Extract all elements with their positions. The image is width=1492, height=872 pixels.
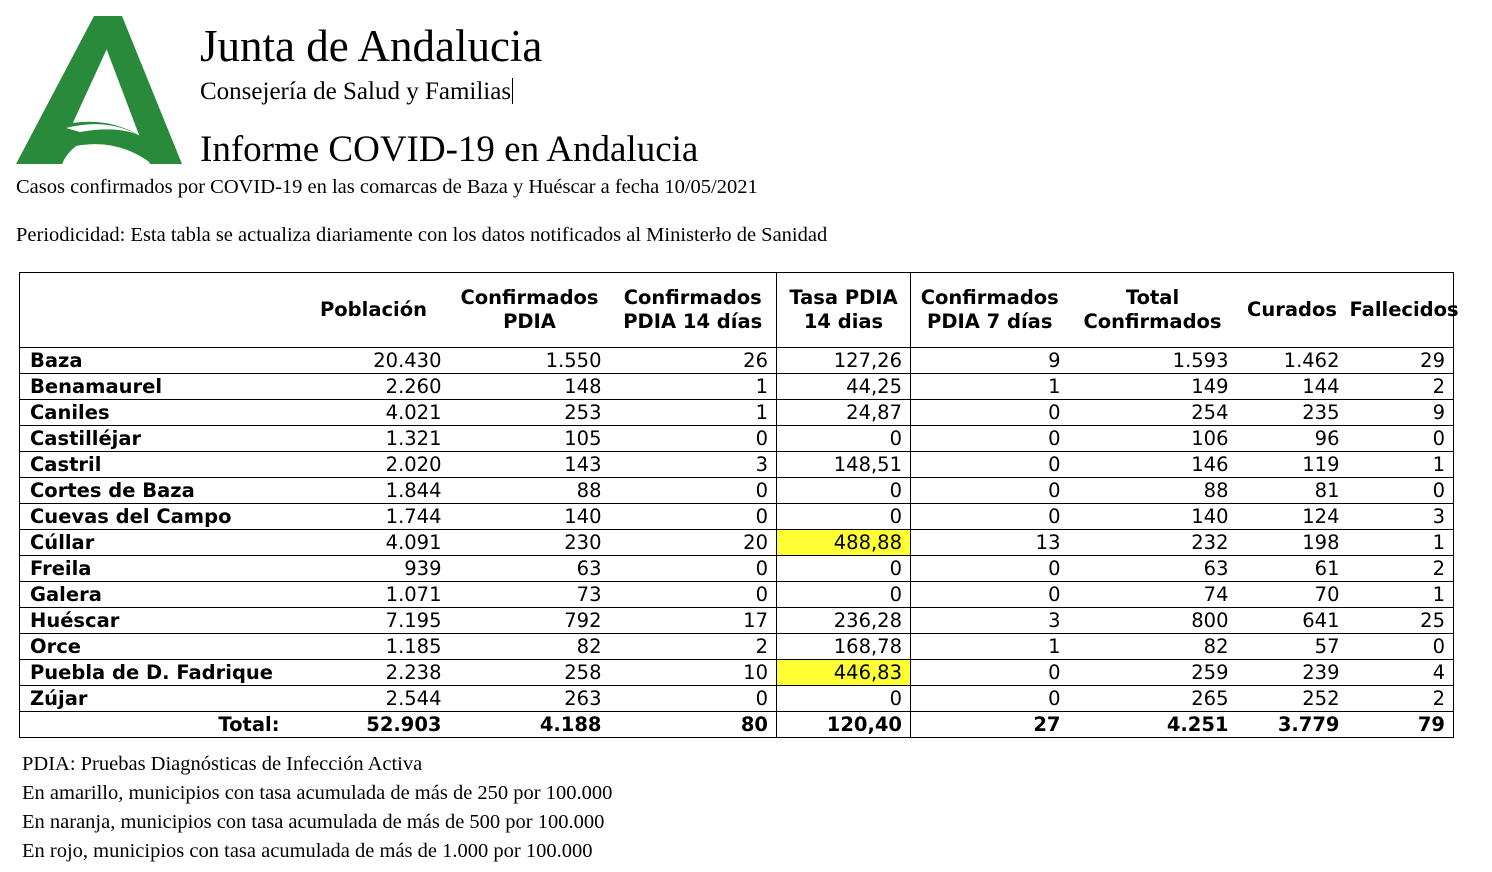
table-row (20, 686, 1454, 712)
header-poblacion: Población (298, 273, 450, 348)
cell-tasa: 0 (777, 556, 911, 582)
cell-conf_pdia: 88 (450, 478, 610, 504)
municipality-name: Baza (20, 348, 298, 374)
cell-total_conf: 149 (1069, 374, 1237, 400)
table-row (20, 556, 1454, 582)
cell-fallecidos: 0 (1348, 478, 1454, 504)
cell-fallecidos: 1 (1348, 530, 1454, 556)
cell-conf_pdia: 63 (450, 556, 610, 582)
cell-total_conf: 106 (1069, 426, 1237, 452)
total-cell: 3.779 (1237, 712, 1348, 738)
cell-conf_pdia_7: 0 (911, 478, 1069, 504)
cell-total_conf: 74 (1069, 582, 1237, 608)
table-row (20, 400, 1454, 426)
cell-fallecidos: 0 (1348, 634, 1454, 660)
cell-curados: 57 (1237, 634, 1348, 660)
cell-conf_pdia_7: 1 (911, 634, 1069, 660)
cell-fallecidos: 25 (1348, 608, 1454, 634)
cell-poblacion: 1.071 (298, 582, 450, 608)
municipality-name: Galera (20, 582, 298, 608)
cell-conf_pdia: 105 (450, 426, 610, 452)
cell-tasa: 0 (777, 504, 911, 530)
header-confirmados-pdia-7: Confirmados PDIA 7 días (911, 273, 1069, 348)
cell-conf_pdia_14: 1 (610, 400, 777, 426)
table-row (20, 608, 1454, 634)
cell-conf_pdia: 140 (450, 504, 610, 530)
footnote: En rojo, municipios con tasa acumulada de más de 1.000 por 100.000 (22, 840, 593, 862)
total-cell: 120,40 (777, 712, 911, 738)
table-row (20, 452, 1454, 478)
cell-fallecidos: 2 (1348, 686, 1454, 712)
table-row (20, 530, 1454, 556)
table-row (20, 634, 1454, 660)
cell-curados: 144 (1237, 374, 1348, 400)
cell-tasa: 446,83 (777, 660, 911, 686)
cell-fallecidos: 1 (1348, 582, 1454, 608)
org-title: Junta de Andalucia (200, 21, 543, 71)
cell-conf_pdia_14: 2 (610, 634, 777, 660)
header-name (20, 273, 298, 348)
cell-poblacion: 1.185 (298, 634, 450, 660)
cell-conf_pdia_7: 3 (911, 608, 1069, 634)
cell-total_conf: 265 (1069, 686, 1237, 712)
cell-tasa: 236,28 (777, 608, 911, 634)
cell-curados: 198 (1237, 530, 1348, 556)
cell-fallecidos: 2 (1348, 374, 1454, 400)
cell-curados: 119 (1237, 452, 1348, 478)
cell-conf_pdia_14: 0 (610, 582, 777, 608)
municipality-name: Puebla de D. Fadrique (20, 660, 298, 686)
cell-tasa: 0 (777, 686, 911, 712)
cell-total_conf: 63 (1069, 556, 1237, 582)
municipality-name: Freila (20, 556, 298, 582)
cell-poblacion: 20.430 (298, 348, 450, 374)
org-subtitle: Consejería de Salud y Familias (200, 78, 512, 105)
footnote: En naranja, municipios con tasa acumulada de más de 500 por 100.000 (22, 811, 605, 833)
cell-curados: 235 (1237, 400, 1348, 426)
header-tasa-pdia-14: Tasa PDIA 14 dias (777, 273, 911, 348)
report-subtitle: Casos confirmados por COVID-19 en las comarcas de Baza y Huéscar a fecha 10/05/2021 (16, 176, 758, 198)
cell-total_conf: 1.593 (1069, 348, 1237, 374)
cell-poblacion: 7.195 (298, 608, 450, 634)
header-total-confirmados: Total Confirmados (1069, 273, 1237, 348)
cell-conf_pdia: 258 (450, 660, 610, 686)
cell-conf_pdia_14: 0 (610, 426, 777, 452)
periodicity-note: Periodicidad: Esta tabla se actualiza diariamente con los datos notificados al Ministerło de Sanidad (16, 224, 828, 246)
cell-curados: 61 (1237, 556, 1348, 582)
cell-conf_pdia: 143 (450, 452, 610, 478)
cell-total_conf: 259 (1069, 660, 1237, 686)
table-row (20, 582, 1454, 608)
cell-total_conf: 254 (1069, 400, 1237, 426)
cell-conf_pdia_7: 0 (911, 400, 1069, 426)
cell-conf_pdia: 73 (450, 582, 610, 608)
report-title: Informe COVID-19 en Andalucia (200, 129, 699, 170)
municipality-name: Castril (20, 452, 298, 478)
cell-total_conf: 800 (1069, 608, 1237, 634)
cell-fallecidos: 29 (1348, 348, 1454, 374)
municipality-name: Huéscar (20, 608, 298, 634)
cell-tasa: 168,78 (777, 634, 911, 660)
cell-conf_pdia_7: 1 (911, 374, 1069, 400)
cell-tasa: 0 (777, 478, 911, 504)
cell-tasa: 24,87 (777, 400, 911, 426)
municipality-name: Cortes de Baza (20, 478, 298, 504)
total-cell: 4.188 (450, 712, 610, 738)
cell-conf_pdia_7: 0 (911, 686, 1069, 712)
cell-conf_pdia_14: 20 (610, 530, 777, 556)
municipality-name: Cuevas del Campo (20, 504, 298, 530)
cell-tasa: 0 (777, 426, 911, 452)
cell-conf_pdia_14: 0 (610, 504, 777, 530)
cell-tasa: 127,26 (777, 348, 911, 374)
cell-conf_pdia: 1.550 (450, 348, 610, 374)
header-confirmados-pdia-14: Confirmados PDIA 14 días (610, 273, 777, 348)
cell-conf_pdia_14: 17 (610, 608, 777, 634)
cell-curados: 239 (1237, 660, 1348, 686)
municipality-name: Caniles (20, 400, 298, 426)
cell-fallecidos: 9 (1348, 400, 1454, 426)
total-cell: 79 (1348, 712, 1454, 738)
cell-total_conf: 232 (1069, 530, 1237, 556)
cell-conf_pdia_14: 3 (610, 452, 777, 478)
cell-conf_pdia_7: 0 (911, 452, 1069, 478)
cell-poblacion: 4.021 (298, 400, 450, 426)
cell-tasa: 148,51 (777, 452, 911, 478)
cell-conf_pdia_7: 0 (911, 660, 1069, 686)
header-curados: Curados (1237, 273, 1348, 348)
cell-poblacion: 2.020 (298, 452, 450, 478)
cell-conf_pdia_7: 13 (911, 530, 1069, 556)
junta-andalucia-logo (14, 14, 186, 166)
cell-tasa: 0 (777, 582, 911, 608)
header-confirmados-pdia: Confirmados PDIA (450, 273, 610, 348)
cell-conf_pdia_7: 9 (911, 348, 1069, 374)
total-cell: 52.903 (298, 712, 450, 738)
cell-poblacion: 2.238 (298, 660, 450, 686)
footnote: En amarillo, municipios con tasa acumulada de más de 250 por 100.000 (22, 782, 613, 804)
cell-conf_pdia_14: 1 (610, 374, 777, 400)
cell-conf_pdia: 148 (450, 374, 610, 400)
header-fallecidos: Fallecidos (1348, 273, 1454, 348)
table-row (20, 374, 1454, 400)
cell-curados: 1.462 (1237, 348, 1348, 374)
cell-fallecidos: 4 (1348, 660, 1454, 686)
table-row (20, 504, 1454, 530)
cell-conf_pdia_7: 0 (911, 426, 1069, 452)
municipality-name: Orce (20, 634, 298, 660)
cell-poblacion: 939 (298, 556, 450, 582)
cell-conf_pdia_14: 10 (610, 660, 777, 686)
cell-poblacion: 1.744 (298, 504, 450, 530)
table-header-row (20, 273, 1454, 348)
cell-total_conf: 88 (1069, 478, 1237, 504)
cell-fallecidos: 0 (1348, 426, 1454, 452)
cell-conf_pdia_14: 0 (610, 686, 777, 712)
cell-conf_pdia: 82 (450, 634, 610, 660)
cell-conf_pdia: 253 (450, 400, 610, 426)
municipality-name: Zújar (20, 686, 298, 712)
cell-poblacion: 2.544 (298, 686, 450, 712)
cell-conf_pdia_14: 26 (610, 348, 777, 374)
cell-conf_pdia_7: 0 (911, 582, 1069, 608)
cell-tasa: 44,25 (777, 374, 911, 400)
cell-poblacion: 2.260 (298, 374, 450, 400)
cell-poblacion: 1.321 (298, 426, 450, 452)
cell-curados: 96 (1237, 426, 1348, 452)
cell-curados: 81 (1237, 478, 1348, 504)
cell-poblacion: 1.844 (298, 478, 450, 504)
municipality-name: Cúllar (20, 530, 298, 556)
total-cell: 4.251 (1069, 712, 1237, 738)
cell-conf_pdia: 792 (450, 608, 610, 634)
cell-conf_pdia_7: 0 (911, 556, 1069, 582)
cell-tasa: 488,88 (777, 530, 911, 556)
footnote: PDIA: Pruebas Diagnósticas de Infección Activa (22, 753, 423, 775)
cell-curados: 641 (1237, 608, 1348, 634)
cell-total_conf: 140 (1069, 504, 1237, 530)
cell-curados: 252 (1237, 686, 1348, 712)
cell-curados: 70 (1237, 582, 1348, 608)
total-label: Total: (20, 712, 298, 738)
municipality-name: Benamaurel (20, 374, 298, 400)
cell-conf_pdia: 230 (450, 530, 610, 556)
cell-fallecidos: 3 (1348, 504, 1454, 530)
cell-conf_pdia_14: 0 (610, 478, 777, 504)
municipality-name: Castilléjar (20, 426, 298, 452)
cell-fallecidos: 2 (1348, 556, 1454, 582)
footnotes (22, 750, 612, 866)
cell-conf_pdia_7: 0 (911, 504, 1069, 530)
cell-conf_pdia: 263 (450, 686, 610, 712)
table-row (20, 426, 1454, 452)
cell-conf_pdia_14: 0 (610, 556, 777, 582)
total-cell: 27 (911, 712, 1069, 738)
cell-fallecidos: 1 (1348, 452, 1454, 478)
covid-data-table (19, 272, 1459, 738)
cell-curados: 124 (1237, 504, 1348, 530)
table-row (20, 478, 1454, 504)
cell-total_conf: 82 (1069, 634, 1237, 660)
table-row (20, 348, 1454, 374)
cell-total_conf: 146 (1069, 452, 1237, 478)
total-cell: 80 (610, 712, 777, 738)
table-total-row (20, 712, 1454, 738)
table-row (20, 660, 1454, 686)
cell-poblacion: 4.091 (298, 530, 450, 556)
